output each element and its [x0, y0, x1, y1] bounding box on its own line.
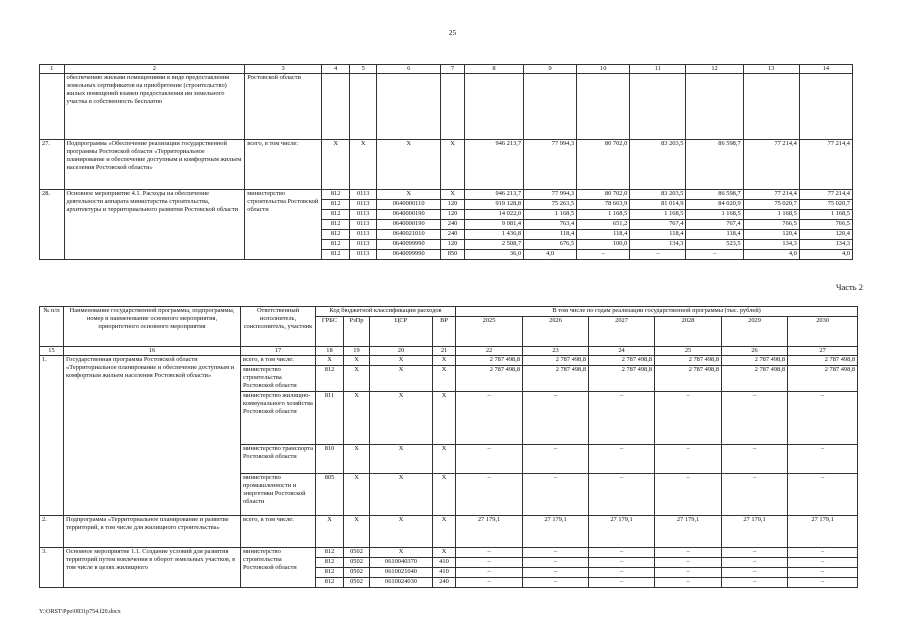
value-cell: 118,4 [577, 230, 630, 240]
value-cell: – [456, 474, 523, 516]
budget-table-part2 [39, 306, 858, 588]
value-cell: 4,0 [743, 250, 799, 260]
value-cell: 27 179,1 [523, 516, 589, 548]
code-vr: X [433, 445, 456, 474]
value-cell: – [655, 568, 722, 578]
value-cell: 80 702,0 [577, 140, 630, 190]
table-row-28 [40, 190, 853, 200]
value-cell: 946 213,7 [464, 190, 523, 200]
col-number: 25 [655, 347, 722, 356]
value-cell: – [722, 474, 788, 516]
value-cell: 767,4 [630, 220, 686, 230]
value-cell: – [577, 250, 630, 260]
row-number: 2. [40, 516, 64, 548]
row-name: Основное мероприятие 4.1. Расходы на обеспечение деятельности аппарата министерства строительства, архитектуры и территориального развития Ростовской области [64, 190, 245, 260]
code-csr: 0610040370 [370, 558, 433, 568]
row-executor: министерство строительства Ростовской области [241, 548, 316, 588]
table-row [40, 74, 853, 140]
value-cell: 77 214,4 [743, 140, 799, 190]
row-executor: всего, в том числе: [241, 356, 316, 366]
header-rzpr: РзПр [344, 317, 370, 347]
row-executor: министерство транспорта Ростовской области [241, 445, 316, 474]
code-rzpr: 0113 [350, 230, 377, 240]
value-cell: 77 214,4 [799, 140, 852, 190]
code-rzpr: 0113 [350, 190, 377, 200]
value-cell: 2 787 498,8 [456, 356, 523, 366]
code-rzpr: X [344, 356, 370, 366]
value-cell: – [722, 548, 788, 558]
code-grbs: X [321, 140, 350, 190]
value-cell: – [456, 578, 523, 588]
value-cell: – [523, 445, 589, 474]
code-vr: X [433, 356, 456, 366]
code-rzpr: X [344, 474, 370, 516]
code-csr: X [370, 548, 433, 558]
value-cell: – [456, 548, 523, 558]
value-cell: 86 598,7 [686, 190, 743, 200]
row-number: 3. [40, 548, 64, 588]
code-grbs: 812 [316, 558, 344, 568]
code-grbs: 811 [316, 392, 344, 445]
header-row [40, 307, 858, 317]
part-label: Часть 2 [835, 282, 863, 292]
table-row-3 [40, 548, 858, 558]
value-cell: 27 179,1 [655, 516, 722, 548]
value-cell: 120,4 [799, 230, 852, 240]
col-number: 14 [799, 65, 852, 74]
code-rzpr: 0502 [344, 578, 370, 588]
value-cell: – [655, 558, 722, 568]
col-number: 17 [241, 347, 316, 356]
value-cell: – [523, 568, 589, 578]
code-csr: 0610024030 [370, 578, 433, 588]
code-grbs: 812 [321, 250, 350, 260]
code-grbs: 812 [321, 200, 350, 210]
value-cell: – [788, 548, 858, 558]
value-cell: 1 168,5 [799, 210, 852, 220]
value-cell: 100,0 [577, 240, 630, 250]
code-vr: 410 [433, 568, 456, 578]
row-number: 27. [40, 140, 65, 190]
value-cell: 919 128,8 [464, 200, 523, 210]
value-cell: – [456, 392, 523, 445]
row-executor: Ростовской области [245, 74, 322, 140]
value-cell: 2 787 498,8 [589, 356, 655, 366]
header-vr: ВР [433, 317, 456, 347]
page-number: 25 [448, 28, 457, 37]
value-cell: 81 014,9 [630, 200, 686, 210]
value-cell: 27 179,1 [788, 516, 858, 548]
col-number: 15 [40, 347, 64, 356]
code-csr: X [370, 356, 433, 366]
value-cell: – [655, 445, 722, 474]
value-cell: – [788, 474, 858, 516]
col-number: 6 [377, 65, 441, 74]
table-row-27 [40, 140, 853, 190]
value-cell: 77 994,3 [524, 140, 577, 190]
code-grbs: X [316, 356, 344, 366]
value-cell: – [523, 578, 589, 588]
value-cell: 134,3 [743, 240, 799, 250]
header-grbs: ГРБС [316, 317, 344, 347]
code-csr: X [377, 190, 441, 200]
header-year: 2029 [722, 317, 788, 347]
value-cell: – [456, 445, 523, 474]
value-cell: 78 663,9 [577, 200, 630, 210]
col-number: 21 [433, 347, 456, 356]
code-rzpr: 0113 [350, 250, 377, 260]
value-cell: 763,4 [524, 220, 577, 230]
code-rzpr: 0113 [350, 240, 377, 250]
col-number: 7 [441, 65, 464, 74]
code-csr: X [370, 474, 433, 516]
code-grbs: 812 [316, 548, 344, 558]
value-cell: 83 203,5 [630, 190, 686, 200]
col-number: 9 [524, 65, 577, 74]
col-number: 10 [577, 65, 630, 74]
code-rzpr: X [344, 392, 370, 445]
row-executor: министерство строительства Ростовской области [245, 190, 322, 260]
value-cell: 77 214,4 [799, 190, 852, 200]
value-cell: 2 787 498,8 [456, 366, 523, 392]
table-row-1 [40, 356, 858, 366]
col-number: 26 [722, 347, 788, 356]
value-cell: 80 702,0 [577, 190, 630, 200]
value-cell: 1 168,5 [524, 210, 577, 220]
value-cell: – [589, 558, 655, 568]
value-cell: 120,4 [743, 230, 799, 240]
code-vr: X [433, 516, 456, 548]
col-number: 3 [245, 65, 322, 74]
col-number: 24 [589, 347, 655, 356]
value-cell: 2 787 498,8 [523, 366, 589, 392]
header-year: 2027 [589, 317, 655, 347]
code-csr: 0640099990 [377, 240, 441, 250]
code-csr: 0640021010 [377, 230, 441, 240]
row-executor: министерство жилищно-коммунального хозяйства Ростовской области [241, 392, 316, 445]
value-cell: 9 081,4 [464, 220, 523, 230]
value-cell: 86 598,7 [686, 140, 743, 190]
header-years-title: В том числе по годам реализации государственной программы (тыс. рублей) [456, 307, 858, 317]
row-number: 28. [40, 190, 65, 260]
file-path-footer: Y:\ORST\Ppo\0831p754.f20.docx [39, 609, 121, 615]
header-name: Наименование государственной программы, подпрограммы, номер и наименование основного мероприятия, приоритетного основного мероприятия [64, 307, 241, 347]
header-executor: Ответственный исполнитель, соисполнитель, участник [241, 307, 316, 347]
code-grbs: 810 [316, 445, 344, 474]
value-cell: – [788, 392, 858, 445]
header-year: 2028 [655, 317, 722, 347]
value-cell: 651,2 [577, 220, 630, 230]
value-cell: 1 168,5 [577, 210, 630, 220]
col-number: 5 [350, 65, 377, 74]
code-rzpr: X [350, 140, 377, 190]
value-cell: – [589, 578, 655, 588]
col-number: 11 [630, 65, 686, 74]
value-cell: 36,0 [464, 250, 523, 260]
col-number: 16 [64, 347, 241, 356]
code-grbs: 812 [321, 230, 350, 240]
code-vr: X [433, 474, 456, 516]
value-cell: 676,5 [524, 240, 577, 250]
value-cell: – [788, 578, 858, 588]
code-csr: 0640000190 [377, 210, 441, 220]
code-rzpr: X [344, 366, 370, 392]
value-cell: – [523, 392, 589, 445]
code-csr: 0640099990 [377, 250, 441, 260]
value-cell: – [722, 445, 788, 474]
col-number: 20 [370, 347, 433, 356]
value-cell: – [523, 474, 589, 516]
col-number: 4 [321, 65, 350, 74]
col-number: 8 [464, 65, 523, 74]
value-cell: 118,4 [524, 230, 577, 240]
row-name: обеспечению жильми помещениями в виде предоставления земельных сертификатов на приобретение (строительство) жилых помещений взамен предоставления им земельного участка в собственность бесплатно [64, 74, 245, 140]
code-grbs: 812 [321, 220, 350, 230]
code-vr: 240 [433, 578, 456, 588]
code-csr: 0610021040 [370, 568, 433, 578]
col-number: 27 [788, 347, 858, 356]
code-rzpr: 0502 [344, 558, 370, 568]
header-csr: ЦСР [370, 317, 433, 347]
value-cell: 2 787 498,8 [722, 366, 788, 392]
value-cell: – [589, 445, 655, 474]
code-vr: 120 [441, 200, 464, 210]
code-vr: X [433, 392, 456, 445]
code-vr: 850 [441, 250, 464, 260]
code-csr: X [370, 445, 433, 474]
value-cell: 134,3 [630, 240, 686, 250]
value-cell: 2 508,7 [464, 240, 523, 250]
code-csr: X [370, 392, 433, 445]
code-csr: 0640000110 [377, 200, 441, 210]
value-cell: – [456, 558, 523, 568]
value-cell: – [788, 558, 858, 568]
value-cell: 134,3 [799, 240, 852, 250]
value-cell: – [722, 558, 788, 568]
code-rzpr: X [344, 516, 370, 548]
header-year: 2025 [456, 317, 523, 347]
value-cell: 75 020,7 [799, 200, 852, 210]
column-numbers-row [40, 347, 858, 356]
value-cell: 2 787 498,8 [788, 356, 858, 366]
row-executor: министерство промышленности и энергетики Ростовской области [241, 474, 316, 516]
value-cell: – [589, 474, 655, 516]
code-vr: 120 [441, 240, 464, 250]
value-cell: – [589, 392, 655, 445]
value-cell: 2 787 498,8 [655, 366, 722, 392]
col-number: 18 [316, 347, 344, 356]
code-grbs: X [316, 516, 344, 548]
row-executor: всего, в том числе: [241, 516, 316, 548]
value-cell: – [655, 548, 722, 558]
value-cell: 2 787 498,8 [655, 356, 722, 366]
value-cell: – [788, 568, 858, 578]
value-cell: 1 168,5 [630, 210, 686, 220]
value-cell: 2 787 498,8 [788, 366, 858, 392]
col-number: 23 [523, 347, 589, 356]
code-grbs: 812 [321, 210, 350, 220]
code-csr: X [377, 140, 441, 190]
row-executor: министерство строительства Ростовской области [241, 366, 316, 392]
budget-table-part1 [39, 64, 853, 260]
value-cell: 766,5 [799, 220, 852, 230]
code-grbs: 812 [316, 366, 344, 392]
code-vr: 410 [433, 558, 456, 568]
value-cell: 1 436,8 [464, 230, 523, 240]
value-cell: – [722, 392, 788, 445]
value-cell: – [722, 568, 788, 578]
value-cell: – [655, 578, 722, 588]
value-cell: 2 787 498,8 [722, 356, 788, 366]
header-year: 2030 [788, 317, 858, 347]
header-codes: Код бюджетной классификации расходов [316, 307, 456, 317]
column-numbers-row [40, 65, 853, 74]
value-cell: 118,4 [630, 230, 686, 240]
value-cell: 77 994,3 [524, 190, 577, 200]
row-name: Подпрограмма «Территориальное планирование и развитие территорий, в том числе для жилищного строительства» [64, 516, 241, 548]
code-grbs: 812 [321, 190, 350, 200]
col-number: 19 [344, 347, 370, 356]
code-rzpr: 0113 [350, 200, 377, 210]
value-cell: 946 213,7 [464, 140, 523, 190]
value-cell: 766,5 [743, 220, 799, 230]
value-cell: 77 214,4 [743, 190, 799, 200]
code-grbs: 805 [316, 474, 344, 516]
value-cell: 4,0 [524, 250, 577, 260]
value-cell: 75 020,7 [743, 200, 799, 210]
code-vr: X [441, 190, 464, 200]
code-csr: X [370, 366, 433, 392]
row-name: Государственная программа Ростовской области «Территориальное планирование и обеспечение доступным и комфортным жильем населения Ростовской области» [64, 356, 241, 516]
col-number: 2 [64, 65, 245, 74]
code-vr: X [441, 140, 464, 190]
value-cell: 14 022,0 [464, 210, 523, 220]
value-cell: 27 179,1 [722, 516, 788, 548]
header-year: 2026 [523, 317, 589, 347]
row-number: 1. [40, 356, 64, 516]
value-cell: 1 168,5 [743, 210, 799, 220]
value-cell: – [722, 578, 788, 588]
code-csr: 0640000190 [377, 220, 441, 230]
code-grbs: 812 [316, 578, 344, 588]
value-cell: 767,4 [686, 220, 743, 230]
col-number: 22 [456, 347, 523, 356]
value-cell: 1 168,5 [686, 210, 743, 220]
col-number: 12 [686, 65, 743, 74]
table-row-2 [40, 516, 858, 548]
value-cell: – [456, 568, 523, 578]
code-rzpr: 0502 [344, 568, 370, 578]
value-cell: – [655, 474, 722, 516]
value-cell: 2 787 498,8 [523, 356, 589, 366]
code-rzpr: 0113 [350, 210, 377, 220]
value-cell: 83 203,5 [630, 140, 686, 190]
row-name: Подпрограмма «Обеспечение реализации государственной программы Ростовской области «Территориальное планирование и обеспечение доступным и комфортным жильем населения Ростовской области» [64, 140, 245, 190]
value-cell: – [523, 558, 589, 568]
value-cell: 27 179,1 [589, 516, 655, 548]
code-grbs: 812 [321, 240, 350, 250]
value-cell: – [686, 250, 743, 260]
value-cell: – [655, 392, 722, 445]
value-cell: 118,4 [686, 230, 743, 240]
value-cell: 75 263,5 [524, 200, 577, 210]
value-cell: – [589, 568, 655, 578]
code-rzpr: 0113 [350, 220, 377, 230]
value-cell: 523,5 [686, 240, 743, 250]
value-cell: – [788, 445, 858, 474]
value-cell: 27 179,1 [456, 516, 523, 548]
code-rzpr: X [344, 445, 370, 474]
code-vr: X [433, 548, 456, 558]
row-name: Основное мероприятие 1.1. Создание условий для развития территорий путем вовлечения в оборот земельных участков, в том числе в целях жилищного [64, 548, 241, 588]
code-grbs: 812 [316, 568, 344, 578]
code-csr: X [370, 516, 433, 548]
row-executor: всего, в том числе: [245, 140, 322, 190]
code-vr: 240 [441, 220, 464, 230]
code-vr: 240 [441, 230, 464, 240]
value-cell: 84 020,9 [686, 200, 743, 210]
value-cell: – [523, 548, 589, 558]
code-rzpr: 0502 [344, 548, 370, 558]
value-cell: 4,0 [799, 250, 852, 260]
code-vr: X [433, 366, 456, 392]
header-num: № п/п [40, 307, 64, 347]
col-number: 13 [743, 65, 799, 74]
col-number: 1 [40, 65, 65, 74]
value-cell: – [589, 548, 655, 558]
value-cell: 2 787 498,8 [589, 366, 655, 392]
value-cell: – [630, 250, 686, 260]
code-vr: 120 [441, 210, 464, 220]
